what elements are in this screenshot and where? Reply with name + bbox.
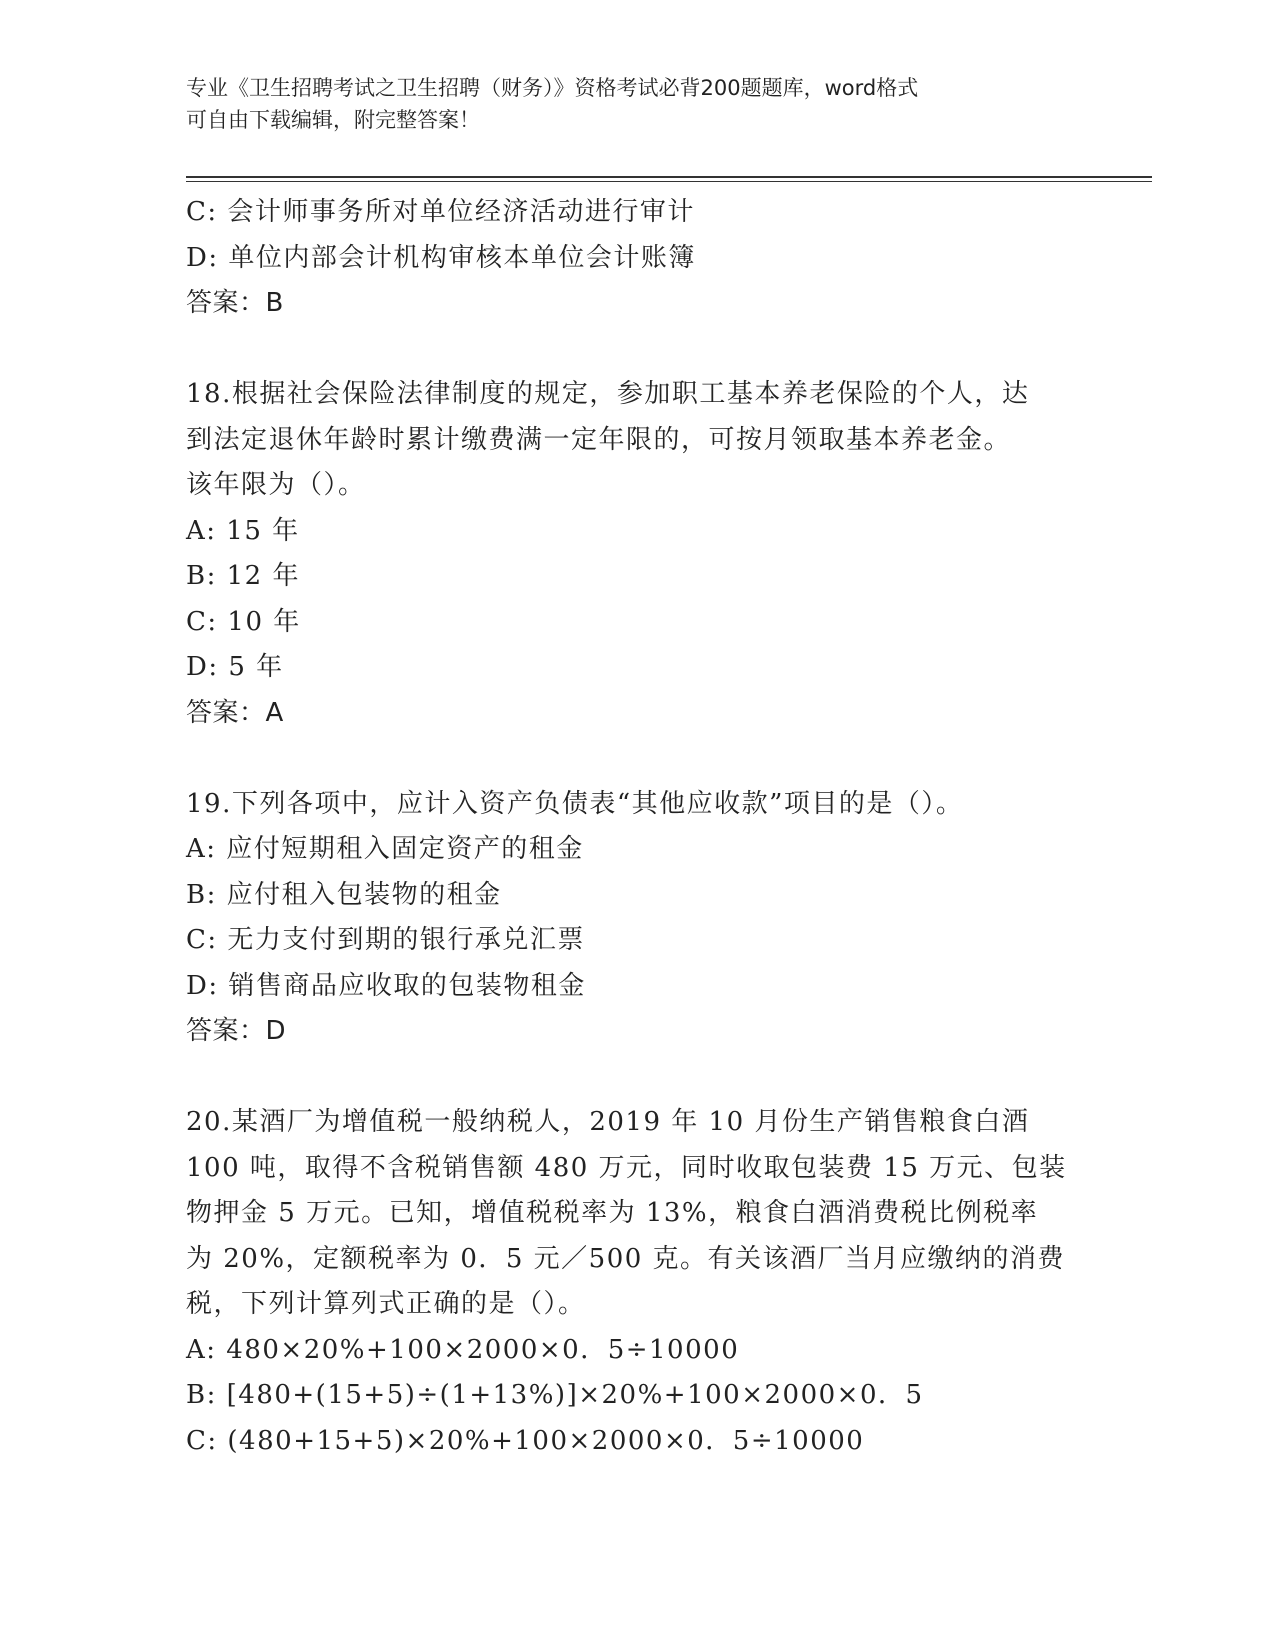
question-stem: 20.某酒厂为增值税一般纳税人，2019 年 10 月份生产销售粮食白酒 [186, 1107, 1030, 1137]
option-c: C: (480+15+5)×20%+100×2000×0．5÷10000 [186, 1425, 865, 1456]
question-stem: 税，下列计算列式正确的是（）。 [186, 1289, 586, 1319]
question-stem: 到法定退休年龄时累计缴费满一定年限的，可按月领取基本养老金。 [186, 424, 1012, 455]
option-d: D: 销售商品应收取的包装物租金 [186, 970, 586, 1001]
option-c: C: 10 年 [186, 606, 301, 637]
question-17-tail [186, 190, 1086, 327]
option-c: C: 会计师事务所对单位经济活动进行审计 [186, 197, 695, 227]
spacer [186, 736, 1086, 782]
document-header [186, 72, 1066, 136]
option-d: D: 5 年 [186, 652, 284, 682]
header-subtitle-line: 可自由下载编辑，附完整答案！ [186, 108, 480, 132]
option-c: C: 无力支付到期的银行承兑汇票 [186, 925, 585, 955]
question-19 [186, 782, 1086, 1055]
spacer [186, 327, 1086, 373]
answer-line: 答案：A [186, 697, 284, 728]
answer-line: 答案：B [186, 288, 284, 318]
question-stem: 18.根据社会保险法律制度的规定，参加职工基本养老保险的个人，达 [186, 379, 1030, 409]
spacer [186, 1055, 1086, 1101]
question-stem: 该年限为（）。 [186, 470, 366, 500]
option-b: B: [480+(15+5)÷(1+13%)]×20%+100×2000×0．5 [186, 1380, 924, 1410]
option-b: B: 应付租入包装物的租金 [186, 879, 502, 910]
question-stem: 100 吨，取得不含税销售额 480 万元，同时收取包装费 15 万元、包装 [186, 1152, 1067, 1183]
question-18 [186, 372, 1086, 736]
option-a: A: 应付短期租入固定资产的租金 [186, 834, 584, 864]
option-d: D: 单位内部会计机构审核本单位会计账簿 [186, 242, 696, 273]
option-b: B: 12 年 [186, 561, 300, 591]
header-divider-thick [186, 176, 1152, 178]
header-title-line: 专业《卫生招聘考试之卫生招聘（财务）》资格考试必背200题题库，word格式 [186, 76, 919, 100]
answer-line: 答案：D [186, 1016, 287, 1046]
option-a: A: 480×20%+100×2000×0．5÷10000 [186, 1334, 740, 1365]
question-20 [186, 1100, 1086, 1464]
question-list [186, 190, 1086, 1464]
question-stem: 19.下列各项中，应计入资产负债表“其他应收款”项目的是（）。 [186, 788, 964, 819]
question-stem: 物押金 5 万元。已知，增值税税率为 13%，粮食白酒消费税比例税率 [186, 1198, 1039, 1228]
question-stem: 为 20%，定额税率为 0．5 元／500 克。有关该酒厂当月应缴纳的消费 [186, 1243, 1066, 1274]
option-a: A: 15 年 [186, 515, 300, 546]
header-divider-thin [186, 181, 1152, 182]
